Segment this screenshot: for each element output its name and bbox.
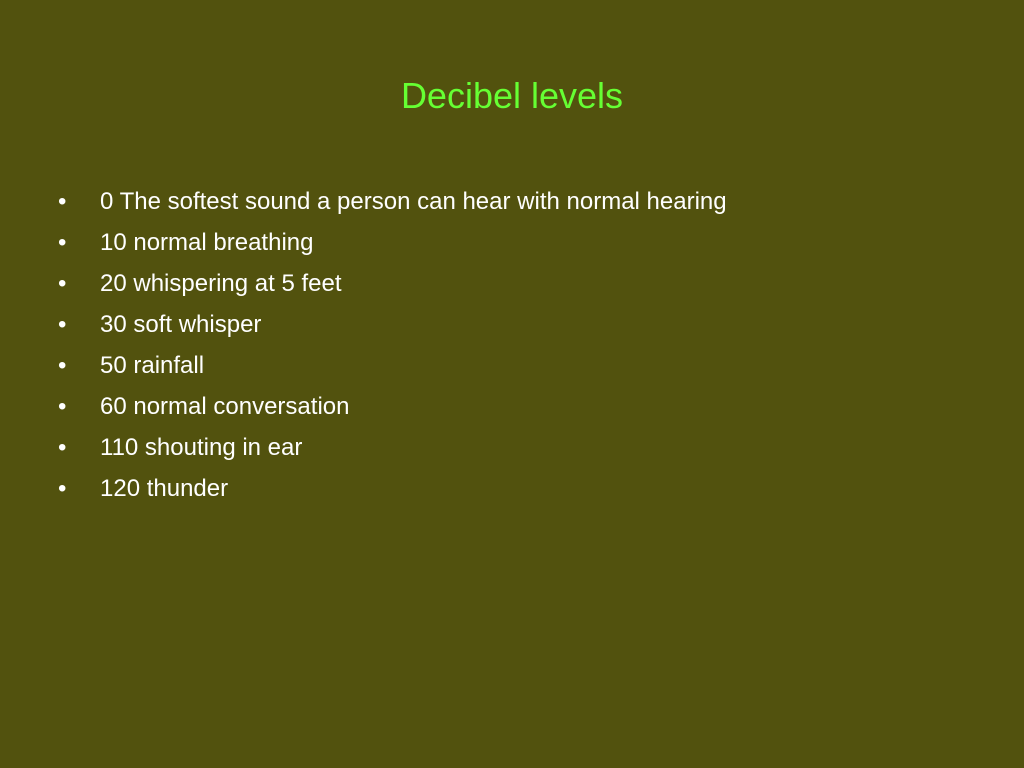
bullet-icon: • bbox=[58, 270, 67, 297]
list-item-text: 60 normal conversation bbox=[100, 393, 350, 420]
list-item-text: 0 The softest sound a person can hear with normal hearing bbox=[100, 188, 727, 215]
list-item-text: 120 thunder bbox=[100, 475, 229, 502]
bullet-icon: • bbox=[58, 393, 67, 420]
bullet-icon: • bbox=[58, 311, 67, 338]
bullet-icon: • bbox=[58, 352, 67, 379]
list-item-text: 50 rainfall bbox=[100, 352, 205, 379]
list-item-text: 20 whispering at 5 feet bbox=[100, 270, 342, 297]
list-item-text: 110 shouting in ear bbox=[100, 434, 303, 461]
bullet-icon: • bbox=[58, 188, 67, 215]
list-item-text: 30 soft whisper bbox=[100, 311, 262, 338]
bullet-icon: • bbox=[58, 475, 67, 502]
bullet-icon: • bbox=[58, 434, 67, 461]
bullet-icon: • bbox=[58, 229, 67, 256]
slide-title: Decibel levels bbox=[400, 75, 624, 116]
list-item-text: 10 normal breathing bbox=[100, 229, 314, 256]
